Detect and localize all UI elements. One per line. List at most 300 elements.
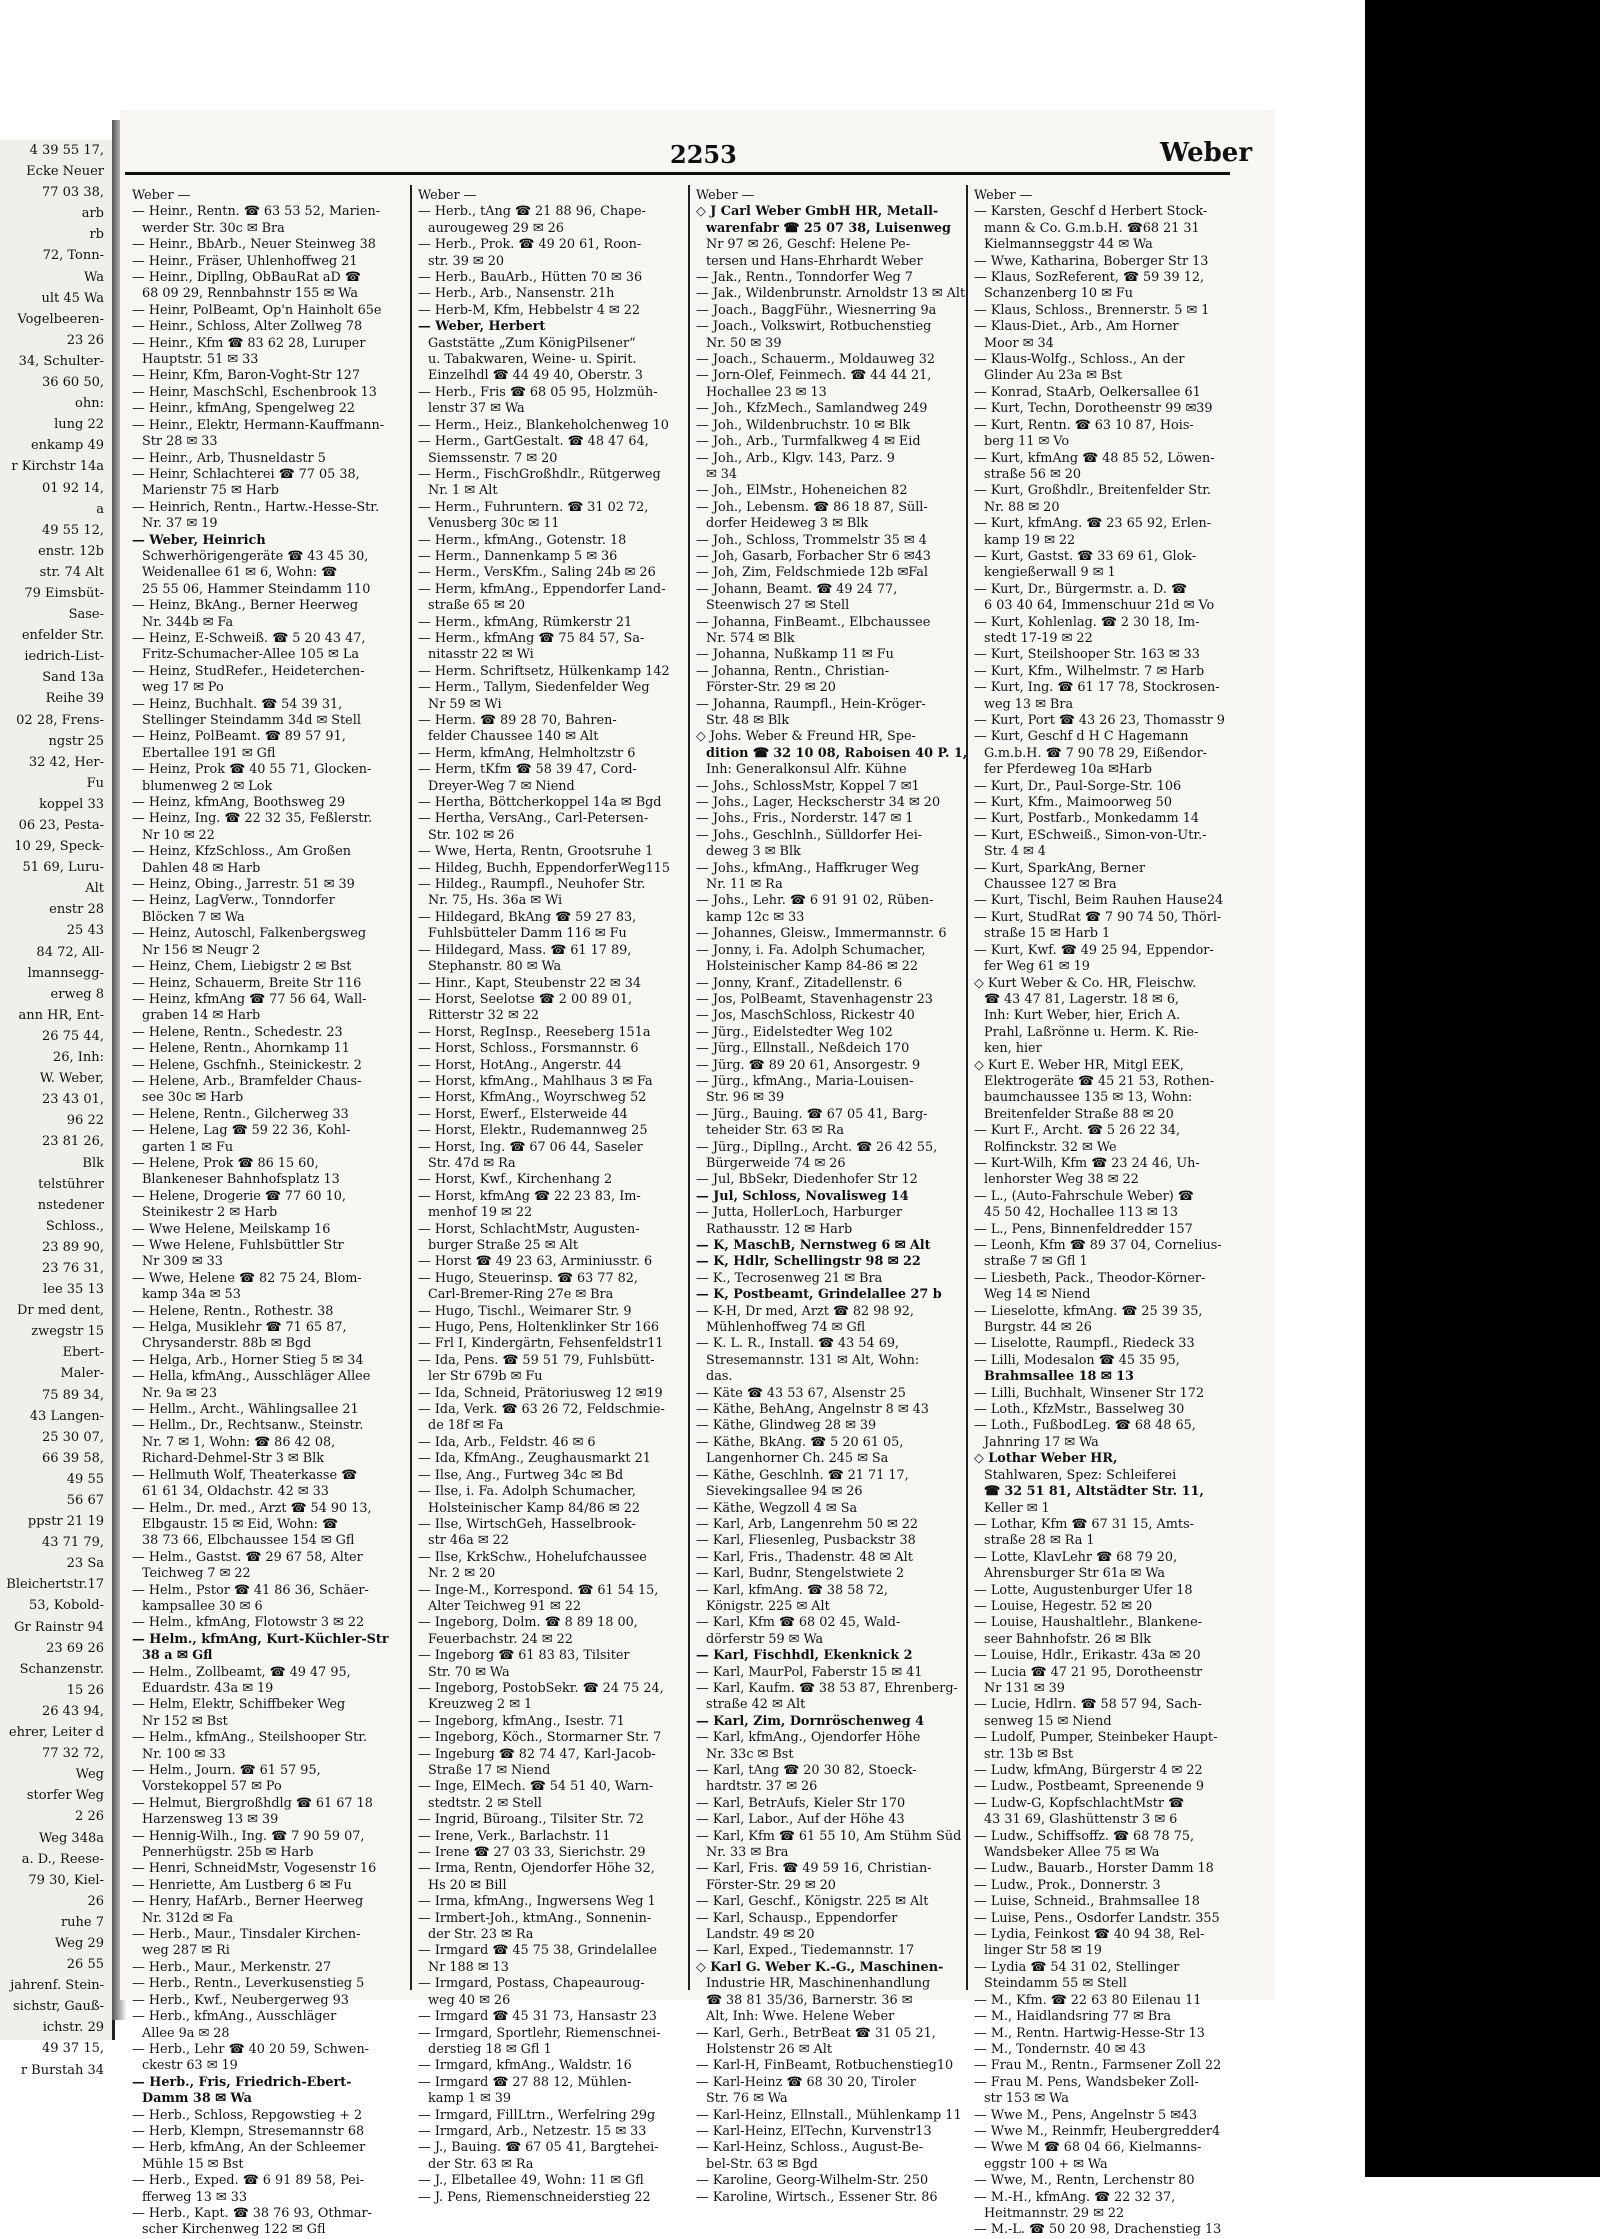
left-page-text: Vogelbeeren- bbox=[17, 311, 104, 327]
directory-entry: Chrysanderstr. 88b ✉ Bgd bbox=[142, 1336, 312, 1352]
directory-entry: lenstr 37 ✉ Wa bbox=[428, 401, 525, 417]
left-page-text: a bbox=[96, 501, 104, 517]
directory-entry: — M.-L. ☎ 50 20 98, Drachenstieg 13 bbox=[974, 2222, 1222, 2238]
directory-entry: Feuerbachstr. 24 ✉ 22 bbox=[428, 1631, 573, 1647]
directory-entry: — Herm., Tallym, Siedenfelder Weg bbox=[418, 680, 650, 696]
directory-entry: — Inge, ElMech. ☎ 54 51 40, Warn- bbox=[418, 1779, 654, 1795]
directory-entry: Schwerhörigengeräte ☎ 43 45 30, bbox=[142, 548, 369, 564]
directory-entry: — Joh., Schloss, Trommelstr 35 ✉ 4 bbox=[696, 532, 927, 548]
directory-entry: ckestr 63 ✉ 19 bbox=[142, 2058, 238, 2074]
left-page-text: str. 74 Alt bbox=[39, 564, 104, 580]
left-page-text: storfer Weg bbox=[26, 1788, 104, 1804]
left-page-text: 79 Eimsbüt- bbox=[24, 585, 104, 601]
left-page-text: jahrenf. Stein- bbox=[10, 1978, 104, 1994]
left-page-text: a. D., Reese- bbox=[21, 1851, 104, 1867]
directory-entry: ◇ Lothar Weber HR, bbox=[974, 1451, 1118, 1467]
directory-entry: Hauptstr. 51 ✉ 33 bbox=[142, 352, 259, 368]
directory-entry: — Hildegard, BkAng ☎ 59 27 83, bbox=[418, 909, 637, 925]
directory-entry: Ritterstr 32 ✉ 22 bbox=[428, 1008, 540, 1024]
directory-entry: eggstr 100 + ✉ Wa bbox=[984, 2156, 1108, 2172]
directory-entry: der Str. 63 ✉ Ra bbox=[428, 2156, 534, 2172]
left-page-text: 56 67 bbox=[66, 1493, 104, 1508]
directory-entry: Inh: Generalkonsul Alfr. Kühne bbox=[706, 762, 907, 778]
directory-entry: — Helene, Rentn., Rothestr. 38 bbox=[132, 1303, 334, 1319]
directory-entry: — Ida, KfmAng., Zeughausmarkt 21 bbox=[418, 1451, 651, 1467]
left-page-text: koppel 33 bbox=[39, 796, 104, 812]
directory-entry: — Karl, Kfm ☎ 68 02 45, Wald- bbox=[696, 1615, 901, 1631]
directory-entry: — Kurt, Postfarb., Monkedamm 14 bbox=[974, 811, 1199, 827]
directory-entry: Nr. 344b ✉ Fa bbox=[142, 614, 234, 630]
directory-entry: — Herb., BauArb., Hütten 70 ✉ 36 bbox=[418, 270, 643, 286]
directory-entry: — Herb., Lehr ☎ 40 20 59, Schwen- bbox=[132, 2041, 370, 2057]
directory-entry: — Wwe, Katharina, Boberger Str 13 bbox=[974, 253, 1209, 269]
directory-entry: Nr. 574 ✉ Blk bbox=[706, 630, 795, 646]
directory-entry: Str. 102 ✉ 26 bbox=[428, 827, 515, 843]
directory-entry: Förster-Str. 29 ✉ 20 bbox=[706, 1877, 836, 1893]
left-page-text: zwegstr 15 bbox=[31, 1324, 104, 1340]
directory-entry: kamp 12c ✉ 33 bbox=[706, 909, 805, 925]
directory-entry: — Heinr., BbArb., Neuer Steinweg 38 bbox=[132, 237, 376, 253]
directory-entry: Nr 131 ✉ 39 bbox=[984, 1680, 1065, 1696]
left-page-text: 49 55 12, bbox=[41, 522, 104, 538]
directory-entry: kengießerwall 9 ✉ 1 bbox=[984, 565, 1116, 581]
directory-entry: — Karl, Fischhdl, Ekenknick 2 bbox=[696, 1648, 913, 1664]
directory-entry: seer Bahnhofstr. 26 ✉ Blk bbox=[984, 1631, 1152, 1647]
directory-entry: — M., Kfm. ☎ 22 63 80 Eilenau 11 bbox=[974, 1992, 1202, 2008]
left-page-text: Dr med dent, bbox=[17, 1303, 104, 1319]
directory-entry: Nr. 37 ✉ 19 bbox=[142, 516, 218, 532]
directory-entry: — Johs., kfmAng., Haffkruger Weg bbox=[696, 860, 920, 876]
directory-entry: — Loth., FußbodLeg. ☎ 68 48 65, bbox=[974, 1418, 1196, 1434]
directory-entry: Nr. 1 ✉ Alt bbox=[428, 483, 498, 499]
directory-entry: teheider Str. 63 ✉ Ra bbox=[706, 1123, 845, 1139]
left-page-text: 10 29, Speck- bbox=[14, 839, 104, 855]
directory-entry: Breitenfelder Straße 88 ✉ 20 bbox=[984, 1106, 1174, 1122]
directory-entry: — Karl, Arb, Langenrehm 50 ✉ 22 bbox=[696, 1516, 919, 1532]
directory-entry: — Herb., Prok. ☎ 49 20 61, Roon- bbox=[418, 237, 642, 253]
directory-entry: — Herb., Schloss, Repgowstieg + 2 bbox=[132, 2107, 363, 2123]
directory-entry: — Johs., SchlossMstr, Koppel 7 ✉1 bbox=[696, 778, 920, 794]
directory-entry: — Ludw., Bauarb., Horster Damm 18 bbox=[974, 1861, 1214, 1877]
left-page-text: W. Weber, bbox=[39, 1071, 104, 1087]
directory-entry: — Horst, RegInsp., Reeseberg 151a bbox=[418, 1024, 651, 1040]
column-heading: Weber — bbox=[696, 188, 755, 203]
directory-entry: — Horst, Elektr., Rudemannweg 25 bbox=[418, 1123, 648, 1139]
directory-entry: — Herb., Fris, Friedrich-Ebert- bbox=[132, 2074, 352, 2090]
directory-column-2 bbox=[418, 188, 686, 2205]
directory-entry: Moor ✉ 34 bbox=[984, 335, 1054, 351]
directory-entry: — Lilli, Buchhalt, Winsener Str 172 bbox=[974, 1385, 1205, 1401]
directory-entry: — Helmut, Biergroßhdlg ☎ 61 67 18 bbox=[132, 1795, 373, 1811]
directory-entry: Steinikestr 2 ✉ Harb bbox=[142, 1205, 278, 1221]
left-page-text: Reihe 39 bbox=[45, 691, 104, 707]
directory-entry: — Herb., tAng ☎ 21 88 96, Chape- bbox=[418, 204, 646, 220]
left-page-text: ruhe 7 bbox=[60, 1914, 104, 1930]
directory-entry: Nr. 312d ✉ Fa bbox=[142, 1910, 234, 1926]
directory-entry: — Ida, Pens. ☎ 59 51 79, Fuhlsbütt- bbox=[418, 1352, 655, 1368]
directory-entry: — Käthe, BkAng. ☎ 5 20 61 05, bbox=[696, 1434, 904, 1450]
left-page-text: ult 45 Wa bbox=[41, 290, 104, 306]
directory-entry: — Horst, Ewerf., Elsterweide 44 bbox=[418, 1106, 628, 1122]
directory-entry: Marienstr 75 ✉ Harb bbox=[142, 483, 279, 499]
directory-entry: — Kurt F., Archt. ☎ 5 26 22 34, bbox=[974, 1123, 1181, 1139]
directory-entry: Förster-Str. 29 ✉ 20 bbox=[706, 680, 836, 696]
directory-entry: — Lotte, KlavLehr ☎ 68 79 20, bbox=[974, 1549, 1178, 1565]
directory-entry: — Joh., KfzMech., Samlandweg 249 bbox=[696, 401, 928, 417]
directory-entry: — Konrad, StaArb, Oelkersallee 61 bbox=[974, 384, 1201, 400]
directory-entry: — Heinz, KfzSchloss., Am Großen bbox=[132, 844, 352, 860]
directory-entry: Nr. 11 ✉ Ra bbox=[706, 877, 783, 893]
left-page-text: 02 28, Frens- bbox=[16, 712, 104, 728]
left-page-text: ichstr. 29 bbox=[42, 2020, 104, 2036]
directory-entry: — Lothar, Kfm ☎ 67 31 15, Amts- bbox=[974, 1516, 1194, 1532]
directory-entry: — Wwe, Herta, Rentn, Grootsruhe 1 bbox=[418, 844, 654, 860]
directory-entry: — Kurt, Großhdlr., Breitenfelder Str. bbox=[974, 483, 1211, 499]
directory-entry: — Henri, SchneidMstr, Vogesenstr 16 bbox=[132, 1861, 377, 1877]
directory-entry: — Ingrid, Büroang., Tilsiter Str. 72 bbox=[418, 1812, 644, 1828]
directory-entry: — Heinz, Ing. ☎ 22 32 35, Feßlerstr. bbox=[132, 811, 373, 827]
directory-entry: — Lucia ☎ 47 21 95, Dorotheenstr bbox=[974, 1664, 1203, 1680]
directory-entry: — Herb., Maur., Tinsdaler Kirchen- bbox=[132, 1927, 361, 1943]
directory-entry: — Jul, BbSekr, Diedenhofer Str 12 bbox=[696, 1172, 918, 1188]
directory-entry: Stresemannstr. 131 ✉ Alt, Wohn: bbox=[706, 1352, 920, 1368]
left-page-text: Gr Rainstr 94 bbox=[14, 1619, 104, 1635]
directory-entry: Stephanstr. 80 ✉ Wa bbox=[428, 959, 562, 975]
directory-entry: — Helene, Rentn., Gilcherweg 33 bbox=[132, 1106, 349, 1122]
left-page-text: 49 37 15, bbox=[41, 2041, 104, 2057]
directory-entry: — Kurt, Geschf d H C Hagemann bbox=[974, 729, 1189, 745]
left-page-text: ppstr 21 19 bbox=[27, 1514, 104, 1530]
directory-entry: — Irmgard, kfmAng., Waldstr. 16 bbox=[418, 2058, 632, 2074]
directory-entry: Nr 156 ✉ Neugr 2 bbox=[142, 942, 261, 958]
left-page-text: lmannsegg- bbox=[27, 965, 104, 981]
directory-entry: — Wwe Helene, Fuhlsbüttler Str bbox=[132, 1238, 344, 1253]
left-page-text: 34, Schulter- bbox=[18, 353, 104, 369]
directory-entry: — Johann, Beamt. ☎ 49 24 77, bbox=[696, 581, 898, 597]
directory-entry: Langenhorner Ch. 245 ✉ Sa bbox=[706, 1451, 889, 1467]
left-page-text: 75 89 34, bbox=[41, 1387, 104, 1403]
directory-entry: Prahl, Laßrönne u. Herm. K. Rie- bbox=[984, 1024, 1199, 1040]
directory-entry: Nr 10 ✉ 22 bbox=[142, 827, 215, 843]
running-head: Weber bbox=[1160, 138, 1253, 168]
left-page-text: telstührer bbox=[38, 1176, 104, 1192]
directory-entry: — Ludw., Prok., Donnerstr. 3 bbox=[974, 1877, 1161, 1893]
directory-entry: 61 61 34, Oldachstr. 42 ✉ 33 bbox=[142, 1484, 329, 1500]
directory-entry: Pennerhügstr. 25b ✉ Harb bbox=[142, 1845, 314, 1861]
directory-entry: — Jürg., Bauing. ☎ 67 05 41, Barg- bbox=[696, 1106, 928, 1122]
directory-entry: Str. 4 ✉ 4 bbox=[984, 844, 1046, 860]
directory-entry: Einzelhdl ☎ 44 49 40, Oberstr. 3 bbox=[428, 368, 643, 384]
directory-entry: — Helga, Arb., Horner Stieg 5 ✉ 34 bbox=[132, 1352, 364, 1368]
directory-entry: — M., Haidlandsring 77 ✉ Bra bbox=[974, 2009, 1171, 2025]
directory-entry: — Horst, HotAng., Angerstr. 44 bbox=[418, 1057, 622, 1073]
directory-entry: — K., Tecrosenweg 21 ✉ Bra bbox=[696, 1270, 883, 1286]
left-page-text: 25 43 bbox=[66, 923, 104, 939]
directory-entry: — Hugo, Steuerinsp. ☎ 63 77 82, bbox=[418, 1270, 639, 1286]
directory-entry: — Johs., Geschlnh., Sülldorfer Hei- bbox=[696, 827, 923, 843]
directory-entry: — Karl, Geschf., Königstr. 225 ✉ Alt bbox=[696, 1894, 929, 1910]
directory-entry: — Kurt, Ing. ☎ 61 17 78, Stockrosen- bbox=[974, 680, 1220, 696]
directory-entry: — Kurt, Gastst. ☎ 33 69 61, Glok- bbox=[974, 548, 1197, 564]
directory-entry: — Klaus, SozReferent, ☎ 59 39 12, bbox=[974, 270, 1205, 286]
directory-entry: Harzensweg 13 ✉ 39 bbox=[142, 1812, 279, 1828]
left-page-text: 53, Kobold- bbox=[28, 1598, 104, 1614]
directory-entry: Mühlenhoffweg 74 ✉ Gfl bbox=[706, 1320, 866, 1336]
left-page-text: 23 69 26 bbox=[46, 1640, 104, 1656]
left-page-text: 77 32 72, bbox=[41, 1746, 104, 1762]
directory-column-1 bbox=[132, 188, 400, 2238]
directory-entry: — Kurt, Port ☎ 43 26 23, Thomasstr 9 bbox=[974, 713, 1225, 728]
column-divider bbox=[966, 185, 968, 1990]
directory-entry: — Liselotte, Raumpfl., Riedeck 33 bbox=[974, 1336, 1195, 1352]
directory-entry: — Helene, Rentn., Ahornkamp 11 bbox=[132, 1041, 350, 1057]
directory-entry: Nr 152 ✉ Bst bbox=[142, 1713, 228, 1729]
directory-entry: — Jürg. ☎ 89 20 61, Ansorgestr. 9 bbox=[696, 1057, 921, 1073]
directory-entry: nitasstr 22 ✉ Wi bbox=[428, 647, 534, 663]
directory-entry: — K, MaschB, Nernstweg 6 ✉ Alt bbox=[696, 1238, 931, 1253]
directory-entry: Nr. 33 ✉ Bra bbox=[706, 1845, 789, 1861]
directory-entry: — Herm., kfmAng, Rümkerstr 21 bbox=[418, 614, 633, 630]
directory-entry: — K, Hdlr, Schellingstr 98 ✉ 22 bbox=[696, 1254, 921, 1270]
directory-entry: — Karl, Exped., Tiedemannstr. 17 bbox=[696, 1943, 915, 1959]
directory-entry: — Helene, Rentn., Schedestr. 23 bbox=[132, 1024, 343, 1040]
directory-entry: Ebertallee 191 ✉ Gfl bbox=[142, 745, 276, 761]
directory-entry: — Helene, Lag ☎ 59 22 36, Kohl- bbox=[132, 1123, 351, 1139]
directory-entry: — Ingeborg, PostobSekr. ☎ 24 75 24, bbox=[418, 1680, 664, 1696]
directory-entry: — Klaus-Wolfg., Schloss., An der bbox=[974, 352, 1185, 368]
directory-entry: Venusberg 30c ✉ 11 bbox=[428, 516, 560, 532]
directory-entry: ✉ 34 bbox=[706, 466, 738, 482]
directory-entry: — Helm., Journ. ☎ 61 57 95, bbox=[132, 1763, 321, 1778]
directory-entry: — Helm., Dr. med., Arzt ☎ 54 90 13, bbox=[132, 1500, 372, 1516]
directory-entry: graben 14 ✉ Harb bbox=[142, 1008, 261, 1024]
directory-entry: — Heinz, LagVerw., Tonndorfer bbox=[132, 893, 335, 909]
left-page-text: Weg 348a bbox=[38, 1830, 104, 1846]
directory-entry: Nr. 2 ✉ 20 bbox=[428, 1566, 496, 1582]
directory-entry: — Heinz, Schauerm, Breite Str 116 bbox=[132, 975, 362, 991]
directory-entry: — Jorn-Olef, Feinmech. ☎ 44 44 21, bbox=[696, 368, 932, 384]
directory-entry: stedtstr. 2 ✉ Stell bbox=[428, 1795, 542, 1811]
directory-entry: Weidenallee 61 ✉ 6, Wohn: ☎ bbox=[142, 565, 338, 581]
directory-entry: — Jürg., kfmAng., Maria-Louisen- bbox=[696, 1073, 914, 1089]
directory-entry: ler Str 679b ✉ Fu bbox=[428, 1369, 543, 1385]
directory-entry: — Heinr., Kfm ☎ 83 62 28, Luruper bbox=[132, 335, 366, 351]
directory-entry: Fritz-Schumacher-Allee 105 ✉ La bbox=[142, 647, 359, 663]
directory-entry: str 46a ✉ 22 bbox=[428, 1533, 509, 1549]
directory-entry: — Johanna, Nußkamp 11 ✉ Fu bbox=[696, 647, 894, 663]
directory-entry: — Jürg., Eidelstedter Weg 102 bbox=[696, 1024, 893, 1040]
directory-entry: — Ilse, i. Fa. Adolph Schumacher, bbox=[418, 1484, 636, 1500]
directory-entry: Hs 20 ✉ Bill bbox=[428, 1877, 507, 1893]
directory-entry: — Ludw-G, KopfschlachtMstr ☎ bbox=[974, 1795, 1185, 1811]
directory-entry: — Karoline, Georg-Wilhelm-Str. 250 bbox=[696, 2173, 929, 2189]
column-divider bbox=[688, 185, 690, 1990]
directory-entry: — Hugo, Pens, Holtenklinker Str 166 bbox=[418, 1320, 659, 1336]
directory-entry: Nr. 50 ✉ 39 bbox=[706, 335, 782, 351]
directory-entry: — Jonny, Kranf., Zitadellenstr. 6 bbox=[696, 975, 903, 991]
directory-entry: — Horst, SchlachtMstr, Augusten- bbox=[418, 1221, 640, 1237]
directory-entry: — Kurt, kfmAng. ☎ 23 65 92, Erlen- bbox=[974, 516, 1212, 532]
directory-entry: Str. 96 ✉ 39 bbox=[706, 1090, 785, 1106]
directory-entry: weg 287 ✉ Ri bbox=[142, 1943, 230, 1959]
directory-entry: — Wwe M ☎ 68 04 66, Kielmanns- bbox=[974, 2140, 1202, 2156]
directory-entry: — Hennig-Wilh., Ing. ☎ 7 90 59 07, bbox=[132, 1828, 365, 1844]
directory-entry: — L., Pens, Binnenfeldredder 157 bbox=[974, 1221, 1193, 1237]
directory-entry: — Herm., VersKfm., Saling 24b ✉ 26 bbox=[418, 565, 656, 581]
directory-entry: — Irma, Rentn, Ojendorfer Höhe 32, bbox=[418, 1861, 655, 1877]
left-page-text: 23 Sa bbox=[66, 1556, 104, 1572]
left-page-text: 51 69, Luru- bbox=[22, 860, 104, 876]
directory-entry: — K. L. R., Install. ☎ 43 54 69, bbox=[696, 1336, 900, 1352]
left-page-text: Schanzenstr. bbox=[19, 1661, 104, 1677]
directory-entry: — Karoline, Wirtsch., Essener Str. 86 bbox=[696, 2189, 938, 2205]
directory-entry: — Joh., ElMstr., Hoheneichen 82 bbox=[696, 483, 908, 499]
directory-entry: — Käthe, BehAng, Angelnstr 8 ✉ 43 bbox=[696, 1402, 929, 1418]
directory-entry: — Helm., Pstor ☎ 41 86 36, Schäer- bbox=[132, 1582, 369, 1598]
directory-entry: stedt 17-19 ✉ 22 bbox=[984, 630, 1093, 646]
directory-entry: Alter Teichweg 91 ✉ 22 bbox=[428, 1598, 582, 1614]
directory-entry: Brahmsallee 18 ✉ 13 bbox=[984, 1369, 1134, 1385]
directory-entry: — Jos, PolBeamt, Stavenhagenstr 23 bbox=[696, 991, 933, 1007]
left-page-text: Blk bbox=[82, 1155, 104, 1171]
directory-entry: — Klaus-Diet., Arb., Am Horner bbox=[974, 319, 1179, 335]
page-number: 2253 bbox=[670, 140, 737, 169]
directory-entry: — J., Elbetallee 49, Wohn: 11 ✉ Gfl bbox=[418, 2173, 644, 2189]
directory-entry: Mühle 15 ✉ Bst bbox=[142, 2156, 244, 2172]
directory-entry: — Frau M. Pens, Wandsbeker Zoll- bbox=[974, 2074, 1199, 2090]
column-heading: Weber — bbox=[418, 188, 477, 203]
directory-entry: — Wwe, M., Rentn, Lerchenstr 80 bbox=[974, 2173, 1195, 2189]
directory-entry: — Irmgard, Postass, Chapeauroug- bbox=[418, 1976, 645, 1992]
directory-entry: — Hertha, Böttcherkoppel 14a ✉ Bgd bbox=[418, 795, 662, 811]
directory-entry: Siemssenstr. 7 ✉ 20 bbox=[428, 450, 558, 466]
directory-entry: Blankeneser Bahnhofsplatz 13 bbox=[142, 1172, 340, 1188]
directory-entry: 45 50 42, Hochallee 113 ✉ 13 bbox=[984, 1205, 1178, 1221]
directory-entry: — Ilse, Ang., Furtweg 34c ✉ Bd bbox=[418, 1467, 624, 1483]
directory-entry: — Käte ☎ 43 53 67, Alsenstr 25 bbox=[696, 1385, 906, 1401]
directory-entry: — Luise, Pens., Osdorfer Landstr. 355 bbox=[974, 1910, 1220, 1926]
directory-entry: — Heinr., Arb, Thusneldastr 5 bbox=[132, 450, 326, 466]
left-page-text: rb bbox=[89, 227, 104, 243]
directory-entry: 25 55 06, Hammer Steindamm 110 bbox=[142, 581, 371, 597]
directory-entry: das. bbox=[706, 1369, 733, 1385]
directory-entry: — Herb., Kapt. ☎ 38 76 93, Othmar- bbox=[132, 2205, 372, 2221]
directory-entry: — Karl, kfmAng. ☎ 38 58 72, bbox=[696, 1582, 888, 1598]
directory-entry: — Irmgard, Arb., Netzestr. 15 ✉ 33 bbox=[418, 2123, 647, 2139]
directory-entry: — Ilse, KrkSchw., Hohelufchaussee bbox=[418, 1549, 647, 1565]
directory-entry: — Weber, Heinrich bbox=[132, 532, 266, 548]
directory-entry: Str. 47d ✉ Ra bbox=[428, 1155, 516, 1171]
directory-entry: — Heinz, Prok ☎ 40 55 71, Glocken- bbox=[132, 762, 372, 778]
directory-entry: — Hellmuth Wolf, Theaterkasse ☎ bbox=[132, 1467, 358, 1483]
header-rule bbox=[125, 172, 1230, 175]
left-page-text: 26, Inh: bbox=[52, 1050, 104, 1066]
directory-entry: Eduardstr. 43a ✉ 19 bbox=[142, 1680, 274, 1696]
directory-entry: Blöcken 7 ✉ Wa bbox=[142, 909, 245, 925]
directory-entry: Str. 76 ✉ Wa bbox=[706, 2091, 788, 2107]
left-page-text: 23 76 31, bbox=[41, 1260, 104, 1276]
left-page-text: Maler- bbox=[60, 1366, 104, 1382]
directory-entry: — Karl-Heinz, Ellnstall., Mühlenkamp 11 bbox=[696, 2107, 962, 2123]
directory-entry: — Helene, Prok ☎ 86 15 60, bbox=[132, 1155, 319, 1171]
directory-entry: — Herb., Arb., Nansenstr. 21h bbox=[418, 286, 615, 302]
directory-entry: — Jonny, i. Fa. Adolph Schumacher, bbox=[696, 942, 926, 958]
directory-entry: felder Chaussee 140 ✉ Alt bbox=[428, 729, 599, 745]
directory-entry: fer Pferdeweg 10a ✉Harb bbox=[984, 762, 1152, 778]
directory-entry: — Herb., Rentn., Leverkusenstieg 5 bbox=[132, 1976, 365, 1992]
directory-entry: — Kurt, Dr., Paul-Sorge-Str. 106 bbox=[974, 778, 1182, 794]
directory-entry: — Karl, BetrAufs, Kieler Str 170 bbox=[696, 1795, 906, 1811]
directory-entry: — Irmgard ☎ 45 75 38, Grindelallee bbox=[418, 1943, 657, 1959]
directory-entry: Ahrensburger Str 61a ✉ Wa bbox=[984, 1566, 1166, 1582]
directory-entry: — Karl, Fliesenleg, Pusbackstr 38 bbox=[696, 1533, 916, 1549]
left-page-text: 06 23, Pesta- bbox=[18, 818, 104, 833]
directory-entry: — Ingeburg ☎ 82 74 47, Karl-Jacob- bbox=[418, 1746, 656, 1762]
directory-entry: — Herm. ☎ 89 28 70, Bahren- bbox=[418, 713, 617, 728]
directory-entry: ◇ Johs. Weber & Freund HR, Spe- bbox=[696, 729, 916, 745]
directory-entry: — Karl, Kaufm. ☎ 38 53 87, Ehrenberg- bbox=[696, 1680, 958, 1696]
directory-entry: — Heinr, MaschSchl, Eschenbrook 13 bbox=[132, 384, 377, 400]
directory-entry: straße 65 ✉ 20 bbox=[428, 598, 526, 614]
directory-entry: see 30c ✉ Harb bbox=[142, 1090, 244, 1106]
directory-entry: — Karl, Fris., Thadenstr. 48 ✉ Alt bbox=[696, 1549, 913, 1565]
directory-entry: der Str. 23 ✉ Ra bbox=[428, 1927, 534, 1943]
directory-entry: — Johannes, Gleisw., Immermannstr. 6 bbox=[696, 926, 947, 942]
directory-entry: — Joh, Zim, Feldschmiede 12b ✉Fal bbox=[696, 565, 928, 581]
directory-entry: — Heinz, Obing., Jarrestr. 51 ✉ 39 bbox=[132, 877, 355, 893]
directory-entry: — Heinr, PolBeamt, Op'n Hainholt 65e bbox=[132, 302, 382, 318]
directory-entry: — Herb., kfmAng., Ausschläger bbox=[132, 2009, 337, 2025]
directory-entry: Kielmannseggstr 44 ✉ Wa bbox=[984, 237, 1153, 253]
directory-entry: — Klaus, Schloss., Brennerstr. 5 ✉ 1 bbox=[974, 302, 1210, 318]
directory-entry: — Karl, kfmAng., Ojendorfer Höhe bbox=[696, 1730, 921, 1746]
directory-entry: Sievekingsallee 94 ✉ 26 bbox=[706, 1484, 863, 1500]
directory-entry: — Ida, Arb., Feldstr. 46 ✉ 6 bbox=[418, 1434, 596, 1450]
directory-entry: Steindamm 55 ✉ Stell bbox=[984, 1976, 1127, 1992]
directory-entry: Holstenstr 26 ✉ Alt bbox=[706, 2041, 832, 2057]
directory-entry: — Kurt, Kfm., Maimoorweg 50 bbox=[974, 795, 1172, 811]
directory-entry: Industrie HR, Maschinenhandlung bbox=[706, 1976, 931, 1992]
directory-entry: dorfer Heideweg 3 ✉ Blk bbox=[706, 516, 869, 532]
directory-entry: ◇ Kurt E. Weber HR, Mitgl EEK, bbox=[974, 1057, 1184, 1073]
directory-entry: — Luise, Schneid., Brahmsallee 18 bbox=[974, 1894, 1200, 1910]
directory-entry: — Heinz, PolBeamt. ☎ 89 57 91, bbox=[132, 729, 346, 745]
directory-entry: Elektrogeräte ☎ 45 21 53, Rothen- bbox=[984, 1073, 1215, 1089]
directory-entry: Nr. 9a ✉ 23 bbox=[142, 1385, 217, 1401]
directory-entry: — Helm., Gastst. ☎ 29 67 58, Alter bbox=[132, 1549, 363, 1565]
directory-entry: — Helene, Drogerie ☎ 77 60 10, bbox=[132, 1188, 346, 1204]
directory-entry: — Herm., Fuhruntern. ☎ 31 02 72, bbox=[418, 499, 649, 515]
directory-entry: Rolfinckstr. 32 ✉ We bbox=[984, 1139, 1117, 1155]
directory-entry: Inh: Kurt Weber, hier, Erich A. bbox=[984, 1008, 1181, 1024]
directory-entry: — Johanna, Raumpfl., Hein-Kröger- bbox=[696, 696, 926, 712]
directory-entry: Damm 38 ✉ Wa bbox=[142, 2091, 252, 2107]
directory-entry: — Hinr., Kapt, Steubenstr 22 ✉ 34 bbox=[418, 975, 641, 991]
directory-entry: — Herb., Exped. ☎ 6 91 89 58, Pei- bbox=[132, 2173, 365, 2189]
directory-entry: — Kurt, Tischl, Beim Rauhen Hause24 bbox=[974, 893, 1224, 909]
directory-entry: 38 a ✉ Gfl bbox=[142, 1648, 213, 1664]
directory-entry: Bürgerweide 74 ✉ 26 bbox=[706, 1155, 846, 1171]
left-page-text: 79 30, Kiel- bbox=[28, 1872, 104, 1888]
directory-entry: str 153 ✉ Wa bbox=[984, 2091, 1069, 2107]
directory-entry: — Herm., GartGestalt. ☎ 48 47 64, bbox=[418, 434, 649, 450]
directory-entry: — Hellm., Archt., Wählingsallee 21 bbox=[132, 1402, 359, 1418]
directory-entry: 6 03 40 64, Immenschuur 21d ✉ Vo bbox=[984, 598, 1215, 614]
left-page-text: 25 30 07, bbox=[41, 1429, 104, 1445]
directory-entry: — Wwe, Helene ☎ 82 75 24, Blom- bbox=[132, 1270, 362, 1286]
directory-entry: — Heinz, Autoschl, Falkenbergsweg bbox=[132, 926, 367, 942]
directory-entry: Hochallee 23 ✉ 13 bbox=[706, 384, 827, 400]
